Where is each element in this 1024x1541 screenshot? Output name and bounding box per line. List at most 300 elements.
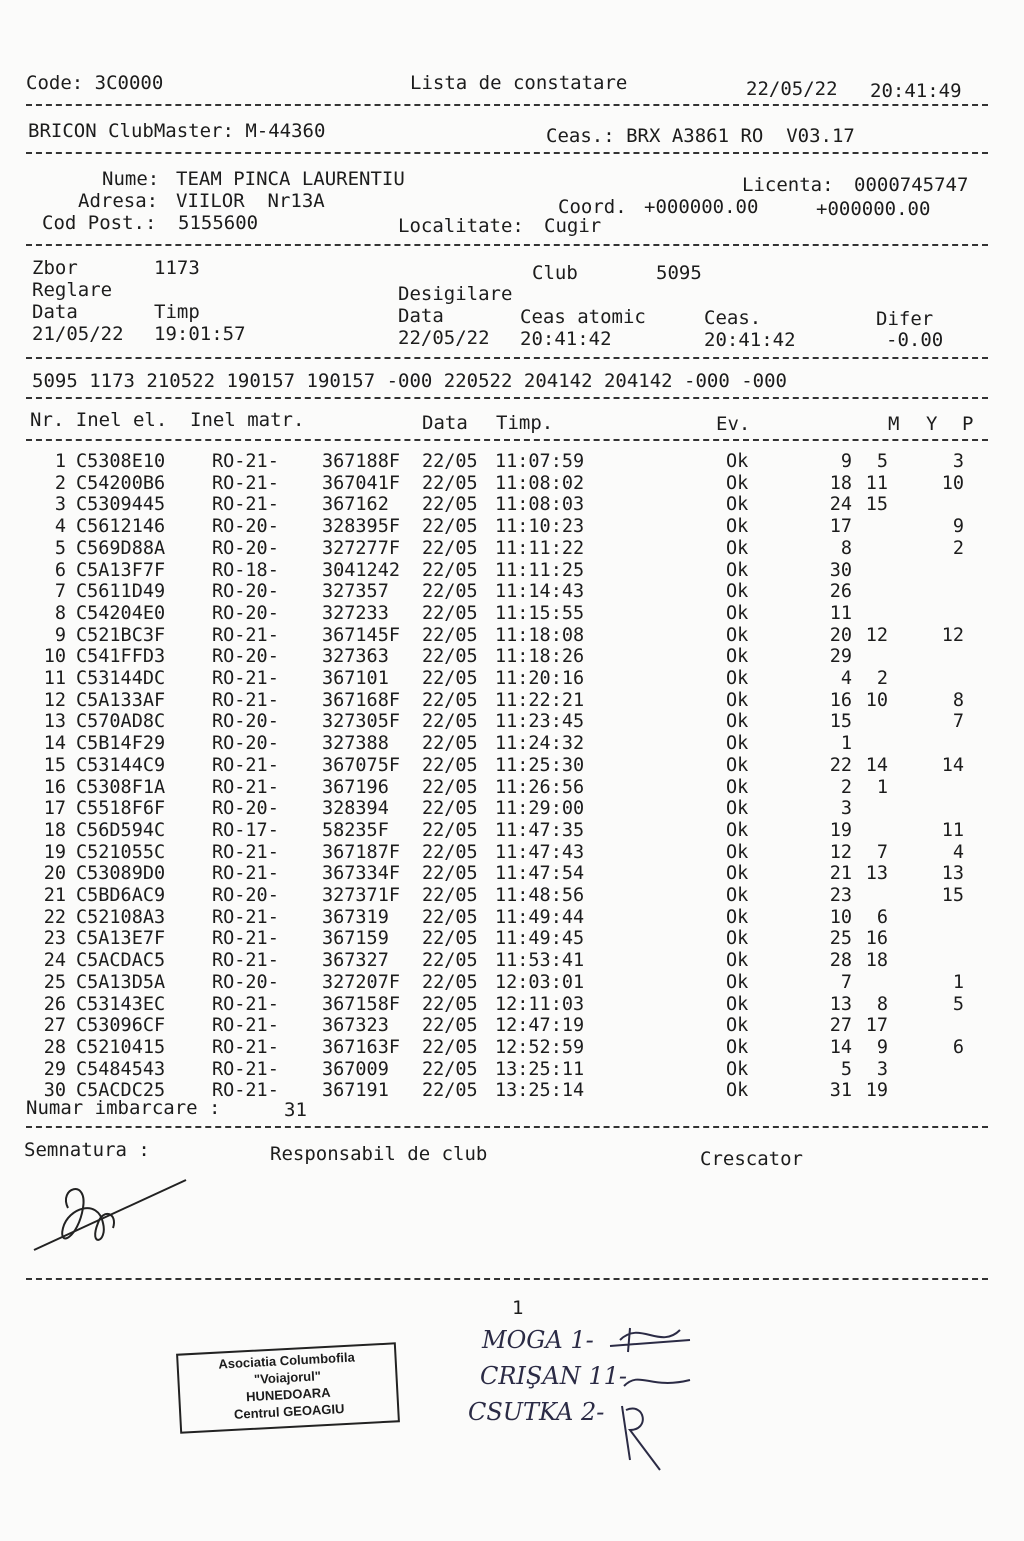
row-data: 22/05: [422, 1036, 478, 1058]
handwritten-line: CRIŞAN 11-: [480, 1362, 627, 1390]
table-row: [0, 603, 1024, 625]
row-ev: Ok: [726, 1058, 749, 1080]
row-inel-matr: 367041F: [322, 472, 400, 494]
table-row: [0, 560, 1024, 582]
row-timp: 11:49:45: [495, 928, 585, 950]
row-inel-matr: 367168F: [322, 689, 400, 711]
row-m: 29: [829, 646, 852, 668]
row-prefix: RO-21-: [212, 451, 279, 472]
row-y: 11: [865, 472, 888, 494]
row-data: 22/05: [422, 819, 478, 841]
crescator-label: Crescator: [700, 1148, 803, 1170]
row-prefix: RO-21-: [212, 928, 279, 950]
header-time: 20:41:49: [870, 80, 962, 102]
row-inel-el: C541FFD3: [76, 646, 166, 668]
row-nr: 19: [43, 841, 66, 863]
document-title: Lista de constatare: [410, 72, 628, 94]
row-data: 22/05: [422, 798, 478, 820]
row-p: 3: [952, 451, 964, 472]
row-inel-matr: 327277F: [322, 537, 400, 559]
difer-value: -0.00: [886, 329, 944, 351]
row-inel-matr: 327305F: [322, 711, 400, 733]
row-prefix: RO-21-: [212, 494, 279, 516]
row-prefix: RO-21-: [212, 472, 279, 494]
row-m: 15: [829, 711, 852, 733]
row-ev: Ok: [726, 1015, 749, 1037]
row-inel-el: C54204E0: [76, 602, 166, 624]
separator: [26, 1126, 988, 1128]
row-ev: Ok: [726, 537, 749, 559]
row-y: 6: [876, 906, 888, 928]
table-row: [0, 994, 1024, 1016]
difer-label: Difer: [876, 308, 934, 330]
row-timp: 11:20:16: [495, 668, 585, 689]
row-inel-matr: 327233: [322, 602, 389, 624]
row-data: 22/05: [422, 1058, 478, 1080]
row-p: 13: [941, 863, 964, 885]
row-ev: Ok: [726, 624, 749, 646]
stamp-line: "Voiajorul": [253, 1368, 322, 1387]
row-nr: 3: [54, 494, 66, 516]
row-inel-el: C570AD8C: [76, 711, 166, 733]
row-inel-el: C53144DC: [76, 668, 166, 689]
row-data: 22/05: [422, 711, 478, 733]
row-ev: Ok: [726, 689, 749, 711]
desigilare-label: Desigilare: [398, 283, 513, 305]
zbor-value: 1173: [154, 257, 200, 279]
row-prefix: RO-21-: [212, 668, 279, 689]
header-timp: Timp.: [496, 412, 554, 434]
row-m: 21: [829, 863, 852, 885]
row-inel-matr: 327388: [322, 733, 389, 755]
row-ev: Ok: [726, 885, 749, 906]
row-nr: 29: [43, 1058, 66, 1080]
row-p: 12: [941, 624, 964, 646]
row-inel-el: C521055C: [76, 841, 166, 863]
row-nr: 8: [54, 602, 66, 624]
row-timp: 11:18:26: [495, 646, 585, 668]
row-data: 22/05: [422, 537, 478, 559]
row-prefix: RO-20-: [212, 602, 279, 624]
row-data: 22/05: [422, 841, 478, 863]
row-inel-matr: 327207F: [322, 971, 400, 993]
row-ev: Ok: [726, 581, 749, 603]
row-ev: Ok: [726, 711, 749, 733]
row-y: 19: [865, 1080, 888, 1102]
row-inel-el: C53143EC: [76, 993, 166, 1015]
table-row: [0, 473, 1024, 495]
row-nr: 25: [43, 971, 66, 993]
row-inel-el: C5ACDAC5: [76, 950, 166, 972]
row-prefix: RO-21-: [212, 863, 279, 885]
separator: [26, 397, 988, 399]
table-row: [0, 950, 1024, 972]
row-timp: 11:08:03: [495, 494, 585, 516]
ceas-label: Ceas.: [704, 307, 762, 329]
row-ev: Ok: [726, 451, 749, 472]
row-nr: 23: [43, 928, 66, 950]
zbor-label: Zbor: [32, 257, 78, 279]
row-nr: 26: [43, 993, 66, 1015]
table-row: [0, 972, 1024, 994]
table-row: [0, 581, 1024, 603]
row-prefix: RO-20-: [212, 733, 279, 755]
row-inel-matr: 367323: [322, 1015, 389, 1037]
row-ev: Ok: [726, 516, 749, 538]
club-value: 5095: [656, 262, 702, 284]
row-prefix: RO-21-: [212, 1015, 279, 1037]
row-m: 7: [840, 971, 852, 993]
row-prefix: RO-20-: [212, 798, 279, 820]
row-inel-matr: 367334F: [322, 863, 400, 885]
row-p: 8: [952, 689, 964, 711]
row-m: 13: [829, 993, 852, 1015]
row-nr: 14: [43, 733, 66, 755]
row-y: 1: [876, 776, 888, 798]
row-timp: 12:52:59: [495, 1036, 585, 1058]
row-inel-el: C5612146: [76, 516, 166, 538]
row-data: 22/05: [422, 863, 478, 885]
data2-label: Data: [398, 305, 444, 327]
row-ev: Ok: [726, 928, 749, 950]
table-row: [0, 516, 1024, 538]
row-ev: Ok: [726, 559, 749, 581]
table-row: [0, 907, 1024, 929]
row-ev: Ok: [726, 950, 749, 972]
row-ev: Ok: [726, 971, 749, 993]
row-y: 14: [865, 754, 888, 776]
separator: [26, 104, 988, 106]
row-timp: 11:08:02: [495, 472, 585, 494]
row-inel-matr: 367188F: [322, 451, 400, 472]
owner-licenta: 0000745747: [854, 174, 969, 196]
row-y: 7: [876, 841, 888, 863]
row-timp: 11:48:56: [495, 885, 585, 906]
row-nr: 30: [43, 1080, 66, 1102]
row-ev: Ok: [726, 646, 749, 668]
row-data: 22/05: [422, 494, 478, 516]
row-m: 30: [829, 559, 852, 581]
row-nr: 4: [54, 516, 66, 538]
row-inel-el: C53089D0: [76, 863, 166, 885]
stamp-line: Asociatia Columbofila: [217, 1349, 356, 1372]
row-data: 22/05: [422, 754, 478, 776]
row-ev: Ok: [726, 776, 749, 798]
row-ev: Ok: [726, 1036, 749, 1058]
row-timp: 11:10:23: [495, 516, 585, 538]
row-timp: 11:15:55: [495, 602, 585, 624]
row-inel-el: C52108A3: [76, 906, 166, 928]
row-y: 15: [865, 494, 888, 516]
desigilare-data: 22/05/22: [398, 327, 490, 349]
row-timp: 11:25:30: [495, 754, 585, 776]
row-inel-el: C5A13D5A: [76, 971, 166, 993]
row-nr: 16: [43, 776, 66, 798]
row-data: 22/05: [422, 602, 478, 624]
row-y: 16: [865, 928, 888, 950]
row-timp: 11:26:56: [495, 776, 585, 798]
row-y: 9: [876, 1036, 888, 1058]
row-inel-matr: 367327: [322, 950, 389, 972]
row-prefix: RO-21-: [212, 689, 279, 711]
club-label: Club: [532, 262, 578, 284]
table-row: [0, 711, 1024, 733]
table-row: [0, 777, 1024, 799]
row-y: 18: [865, 950, 888, 972]
table-row: [0, 863, 1024, 885]
row-data: 22/05: [422, 451, 478, 472]
data-label: Data: [32, 301, 78, 323]
ceas-value: 20:41:42: [704, 329, 796, 351]
table-row: [0, 928, 1024, 950]
row-inel-matr: 328394: [322, 798, 389, 820]
row-ev: Ok: [726, 798, 749, 820]
row-data: 22/05: [422, 950, 478, 972]
row-y: 8: [876, 993, 888, 1015]
table-row: [0, 625, 1024, 647]
row-timp: 11:14:43: [495, 581, 585, 603]
flight-code-line: 5095 1173 210522 190157 190157 -000 220522 204142 204142 -000 -000: [32, 370, 787, 392]
row-inel-el: C5308F1A: [76, 776, 166, 798]
reglare-data: 21/05/22: [32, 323, 124, 345]
row-inel-el: C5210415: [76, 1036, 166, 1058]
row-p: 15: [941, 885, 964, 906]
row-timp: 11:24:32: [495, 733, 585, 755]
row-timp: 11:49:44: [495, 906, 585, 928]
table-row: [0, 1015, 1024, 1037]
row-p: 10: [941, 472, 964, 494]
table-row: [0, 494, 1024, 516]
table-row: [0, 798, 1024, 820]
row-y: 13: [865, 863, 888, 885]
row-m: 10: [829, 906, 852, 928]
row-timp: 12:03:01: [495, 971, 585, 993]
separator: [26, 1278, 988, 1280]
ceas-device-label: Ceas.: BRX A3861 RO V03.17: [546, 125, 855, 147]
row-nr: 13: [43, 711, 66, 733]
owner-codpost: 5155600: [178, 212, 259, 234]
row-prefix: RO-21-: [212, 754, 279, 776]
table-row: [0, 842, 1024, 864]
row-inel-el: C5309445: [76, 494, 166, 516]
row-ev: Ok: [726, 841, 749, 863]
row-m: 16: [829, 689, 852, 711]
row-prefix: RO-20-: [212, 516, 279, 538]
row-data: 22/05: [422, 559, 478, 581]
row-nr: 6: [54, 559, 66, 581]
row-timp: 11:47:54: [495, 863, 585, 885]
row-p: 9: [952, 516, 964, 538]
row-inel-matr: 367145F: [322, 624, 400, 646]
row-timp: 11:11:22: [495, 537, 585, 559]
row-prefix: RO-21-: [212, 776, 279, 798]
row-m: 27: [829, 1015, 852, 1037]
row-p: 1: [952, 971, 964, 993]
row-ev: Ok: [726, 754, 749, 776]
row-p: 6: [952, 1036, 964, 1058]
row-prefix: RO-20-: [212, 885, 279, 906]
row-data: 22/05: [422, 516, 478, 538]
row-nr: 12: [43, 689, 66, 711]
row-inel-el: C5A13F7F: [76, 559, 166, 581]
row-prefix: RO-21-: [212, 1058, 279, 1080]
row-inel-el: C569D88A: [76, 537, 166, 559]
semnatura-label: Semnatura :: [24, 1139, 150, 1161]
row-data: 22/05: [422, 689, 478, 711]
handwritten-initials: [600, 1310, 710, 1480]
row-nr: 9: [54, 624, 66, 646]
licenta-label: Licenta:: [742, 174, 834, 196]
row-prefix: RO-20-: [212, 646, 279, 668]
row-inel-matr: 3041242: [322, 559, 400, 581]
row-data: 22/05: [422, 928, 478, 950]
header-p: P: [962, 413, 974, 435]
row-m: 18: [829, 472, 852, 494]
row-m: 31: [829, 1080, 852, 1102]
row-data: 22/05: [422, 472, 478, 494]
row-m: 25: [829, 928, 852, 950]
row-inel-matr: 327371F: [322, 885, 400, 906]
row-y: 2: [876, 668, 888, 689]
row-timp: 11:22:21: [495, 689, 585, 711]
table-row: [0, 538, 1024, 560]
row-inel-matr: 367187F: [322, 841, 400, 863]
row-p: 14: [941, 754, 964, 776]
row-y: 17: [865, 1015, 888, 1037]
row-data: 22/05: [422, 581, 478, 603]
header-data: Data: [422, 412, 468, 434]
row-nr: 10: [43, 646, 66, 668]
table-row: [0, 1059, 1024, 1081]
row-timp: 11:11:25: [495, 559, 585, 581]
row-data: 22/05: [422, 971, 478, 993]
row-inel-el: C5611D49: [76, 581, 166, 603]
stamp-line: Centrul GEOAGIU: [233, 1401, 345, 1422]
separator: [26, 152, 988, 154]
row-inel-el: C54200B6: [76, 472, 166, 494]
row-m: 2: [840, 776, 852, 798]
numar-imbarcare-label: Numar imbarcare :: [26, 1097, 221, 1119]
separator: [26, 244, 988, 246]
coord-label: Coord.: [558, 196, 627, 218]
row-p: 11: [941, 819, 964, 841]
row-data: 22/05: [422, 624, 478, 646]
row-prefix: RO-21-: [212, 624, 279, 646]
row-prefix: RO-21-: [212, 993, 279, 1015]
header-ev: Ev.: [716, 413, 751, 435]
row-inel-matr: 367191: [322, 1080, 389, 1102]
row-ev: Ok: [726, 494, 749, 516]
timp-label: Timp: [154, 301, 200, 323]
header-inel-matr: Inel matr.: [190, 409, 305, 431]
table-row: [0, 1037, 1024, 1059]
row-inel-el: C53144C9: [76, 754, 166, 776]
row-m: 5: [840, 1058, 852, 1080]
row-ev: Ok: [726, 863, 749, 885]
row-inel-matr: 367101: [322, 668, 389, 689]
coord-y: +000000.00: [816, 198, 931, 220]
row-m: 9: [840, 451, 852, 472]
row-inel-matr: 367196: [322, 776, 389, 798]
row-timp: 11:29:00: [495, 798, 585, 820]
row-data: 22/05: [422, 733, 478, 755]
ceas-atomic-label: Ceas atomic: [520, 306, 646, 328]
row-inel-matr: 367319: [322, 906, 389, 928]
row-prefix: RO-18-: [212, 559, 279, 581]
row-inel-el: C5ACDC25: [76, 1080, 166, 1102]
row-data: 22/05: [422, 646, 478, 668]
row-data: 22/05: [422, 668, 478, 689]
row-nr: 1: [54, 451, 66, 472]
row-prefix: RO-20-: [212, 537, 279, 559]
row-p: 5: [952, 993, 964, 1015]
row-m: 22: [829, 754, 852, 776]
row-m: 19: [829, 819, 852, 841]
row-nr: 24: [43, 950, 66, 972]
page-number: 1: [512, 1297, 524, 1319]
row-prefix: RO-21-: [212, 1036, 279, 1058]
row-ev: Ok: [726, 602, 749, 624]
clubmaster-label: BRICON ClubMaster: M-44360: [28, 120, 326, 142]
row-inel-matr: 327357: [322, 581, 389, 603]
row-inel-el: C5BD6AC9: [76, 885, 166, 906]
row-ev: Ok: [726, 472, 749, 494]
row-prefix: RO-20-: [212, 581, 279, 603]
row-nr: 15: [43, 754, 66, 776]
reglare-label: Reglare: [32, 279, 113, 301]
row-timp: 11:18:08: [495, 624, 585, 646]
table-row: [0, 668, 1024, 690]
row-p: 2: [952, 537, 964, 559]
row-timp: 12:11:03: [495, 993, 585, 1015]
row-inel-matr: 367009: [322, 1058, 389, 1080]
row-timp: 11:07:59: [495, 451, 585, 472]
row-timp: 11:47:43: [495, 841, 585, 863]
row-inel-el: C5518F6F: [76, 798, 166, 820]
row-data: 22/05: [422, 906, 478, 928]
row-nr: 18: [43, 819, 66, 841]
row-m: 24: [829, 494, 852, 516]
row-inel-el: C521BC3F: [76, 624, 166, 646]
numar-imbarcare-value: 31: [284, 1099, 307, 1121]
row-inel-el: C5A13E7F: [76, 928, 166, 950]
row-prefix: RO-21-: [212, 950, 279, 972]
row-prefix: RO-21-: [212, 841, 279, 863]
row-y: 5: [876, 451, 888, 472]
handwritten-line: CSUTKA 2-: [468, 1398, 605, 1426]
row-inel-el: C5B14F29: [76, 733, 166, 755]
owner-name: TEAM PINCA LAURENTIU: [176, 168, 405, 190]
separator: [26, 439, 988, 441]
row-timp: 11:47:35: [495, 819, 585, 841]
reglare-timp: 19:01:57: [154, 323, 246, 345]
row-ev: Ok: [726, 1080, 749, 1102]
row-inel-matr: 367158F: [322, 993, 400, 1015]
signature-mark: [28, 1168, 208, 1268]
row-data: 22/05: [422, 1080, 478, 1102]
row-ev: Ok: [726, 993, 749, 1015]
row-nr: 20: [43, 863, 66, 885]
row-m: 26: [829, 581, 852, 603]
row-timp: 11:23:45: [495, 711, 585, 733]
row-timp: 12:47:19: [495, 1015, 585, 1037]
row-nr: 7: [54, 581, 66, 603]
row-p: 4: [952, 841, 964, 863]
association-stamp: [176, 1342, 400, 1433]
row-data: 22/05: [422, 993, 478, 1015]
row-inel-matr: 327363: [322, 646, 389, 668]
row-timp: 13:25:11: [495, 1058, 585, 1080]
